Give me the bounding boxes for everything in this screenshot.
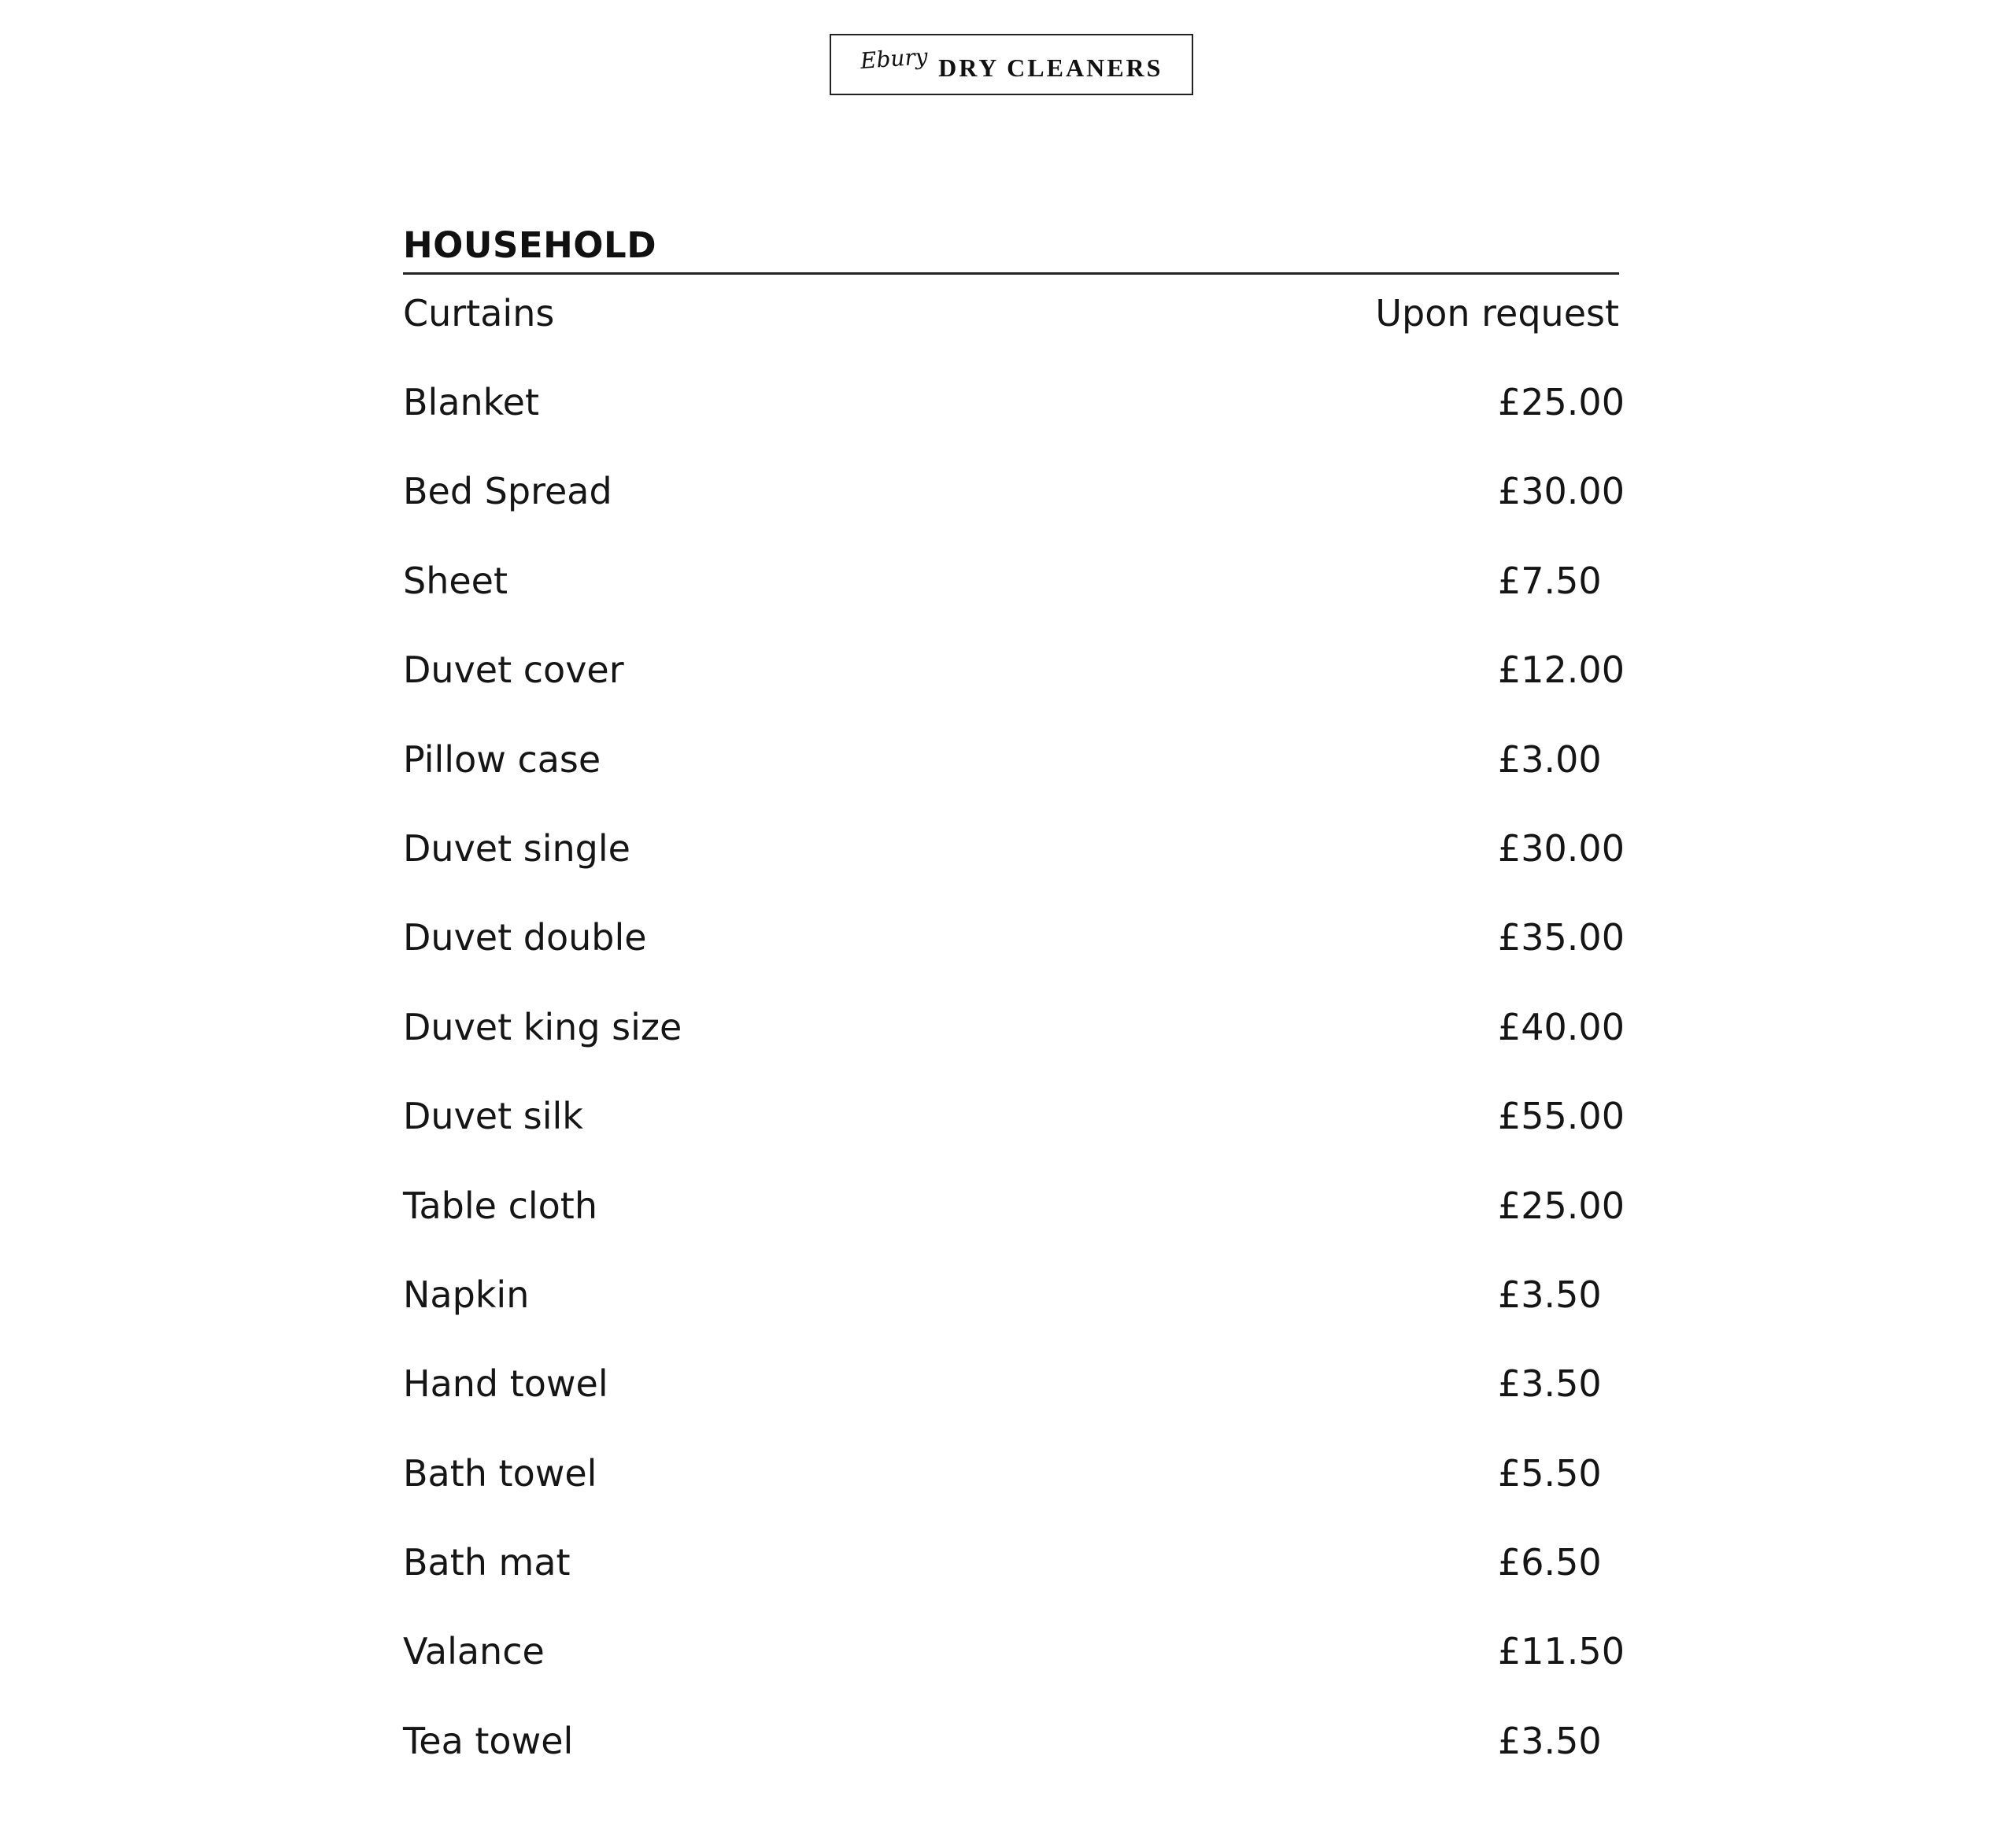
item-name: Duvet double: [403, 916, 647, 959]
item-price: £35.00: [1498, 916, 1625, 959]
price-list: [403, 271, 1625, 1787]
item-price: £6.50: [1498, 1541, 1602, 1584]
item-name: Napkin: [403, 1273, 530, 1316]
item-name: Curtains: [403, 292, 555, 334]
price-row: [403, 271, 1619, 360]
item-price: £11.50: [1498, 1630, 1625, 1673]
item-name: Bed Spread: [403, 470, 612, 513]
household-section: [403, 222, 1625, 1787]
logo[interactable]: [830, 34, 1193, 95]
item-name: Bath mat: [403, 1541, 571, 1584]
price-row: [403, 985, 1625, 1074]
section-title: HOUSEHOLD: [403, 224, 657, 266]
item-name: Duvet single: [403, 826, 630, 870]
item-price: £25.00: [1498, 1184, 1625, 1227]
item-name: Blanket: [403, 381, 540, 423]
item-name: Duvet king size: [403, 1005, 682, 1048]
item-name: Duvet silk: [403, 1095, 583, 1138]
item-price: £3.50: [1498, 1362, 1602, 1406]
price-row: [403, 895, 1625, 984]
price-row: [403, 1163, 1625, 1252]
item-price: £40.00: [1498, 1005, 1625, 1048]
price-row: [403, 717, 1619, 806]
price-row: [403, 449, 1625, 538]
item-name: Hand towel: [403, 1362, 608, 1406]
price-row: [403, 1074, 1625, 1162]
item-price: £7.50: [1498, 559, 1602, 602]
item-name: Sheet: [403, 559, 508, 602]
price-row: [403, 1698, 1619, 1787]
logo-main-text: DRY CLEANERS: [938, 53, 1163, 82]
item-name: Duvet cover: [403, 649, 624, 692]
price-row: [403, 806, 1625, 895]
price-row: [403, 538, 1619, 627]
item-price: £30.00: [1498, 826, 1625, 870]
item-price: £55.00: [1498, 1095, 1625, 1138]
item-price: Upon request: [1375, 292, 1619, 334]
price-row: [403, 1520, 1619, 1609]
item-price: £3.50: [1498, 1273, 1602, 1316]
item-name: Bath towel: [403, 1451, 597, 1495]
price-row: [403, 360, 1625, 449]
item-name: Pillow case: [403, 737, 601, 781]
item-price: £30.00: [1498, 470, 1625, 513]
logo-script-text: Ebury: [859, 43, 929, 74]
price-row: [403, 1341, 1619, 1430]
item-price: £3.00: [1498, 737, 1602, 781]
price-row: [403, 1252, 1619, 1341]
price-row: [403, 1431, 1619, 1520]
item-price: £12.00: [1498, 649, 1625, 692]
price-row: [403, 1609, 1625, 1698]
item-name: Table cloth: [403, 1184, 597, 1227]
item-name: Tea towel: [403, 1719, 574, 1762]
item-price: £25.00: [1498, 381, 1625, 423]
item-price: £5.50: [1498, 1451, 1602, 1495]
price-row: [403, 627, 1625, 716]
item-name: Valance: [403, 1630, 545, 1673]
item-price: £3.50: [1498, 1719, 1602, 1762]
